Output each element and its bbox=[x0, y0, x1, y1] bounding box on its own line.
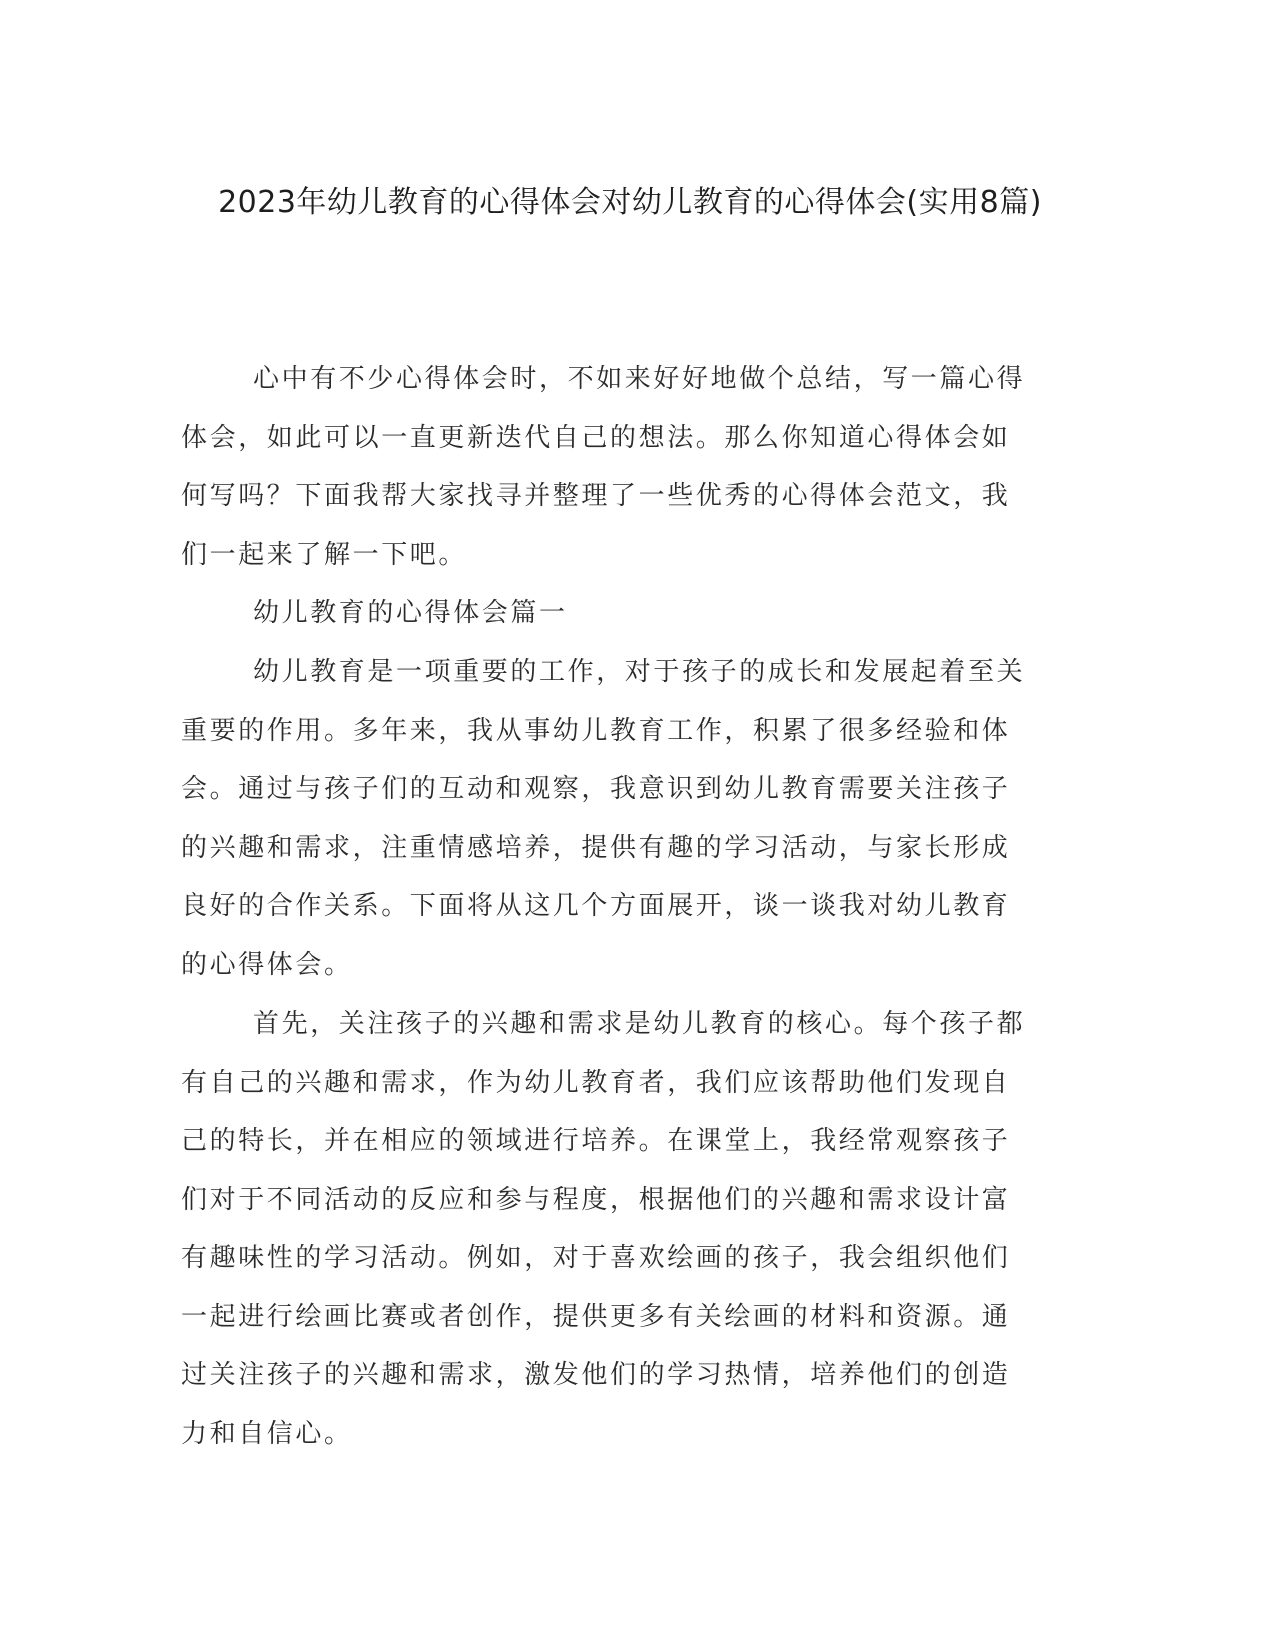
document-title: 2023年幼儿教育的心得体会对幼儿教育的心得体会(实用8篇) bbox=[218, 185, 1042, 220]
intro-paragraph: 心中有不少心得体会时，不如来好好地做个总结，写一篇心得体会，如此可以一直更新迭代自己的想法。那么你知道心得体会如何写吗？下面我帮大家找寻并整理了一些优秀的心得体会范文，我们一起来了解一下吧。 bbox=[181, 364, 1026, 570]
body-paragraph-2: 首先，关注孩子的兴趣和需求是幼儿教育的核心。每个孩子都有自己的兴趣和需求，作为幼儿教育者，我们应该帮助他们发现自己的特长，并在相应的领域进行培养。在课堂上，我经常观察孩子们对于不同活动的反应和参与程度，根据他们的兴趣和需求设计富有趣味性的学习活动。例如，对于喜欢绘画的孩子，我会组织他们一起进行绘画比赛或者创作，提供更多有关绘画的材料和资源。通过关注孩子的兴趣和需求，激发他们的学习热情，培养他们的创造力和自信心。 bbox=[181, 1009, 1026, 1449]
body-paragraph-1: 幼儿教育是一项重要的工作，对于孩子的成长和发展起着至关重要的作用。多年来，我从事幼儿教育工作，积累了很多经验和体会。通过与孩子们的互动和观察，我意识到幼儿教育需要关注孩子的兴趣和需求，注重情感培养，提供有趣的学习活动，与家长形成良好的合作关系。下面将从这几个方面展开，谈一谈我对幼儿教育的心得体会。 bbox=[181, 657, 1026, 980]
section-heading: 幼儿教育的心得体会篇一 bbox=[253, 598, 568, 628]
